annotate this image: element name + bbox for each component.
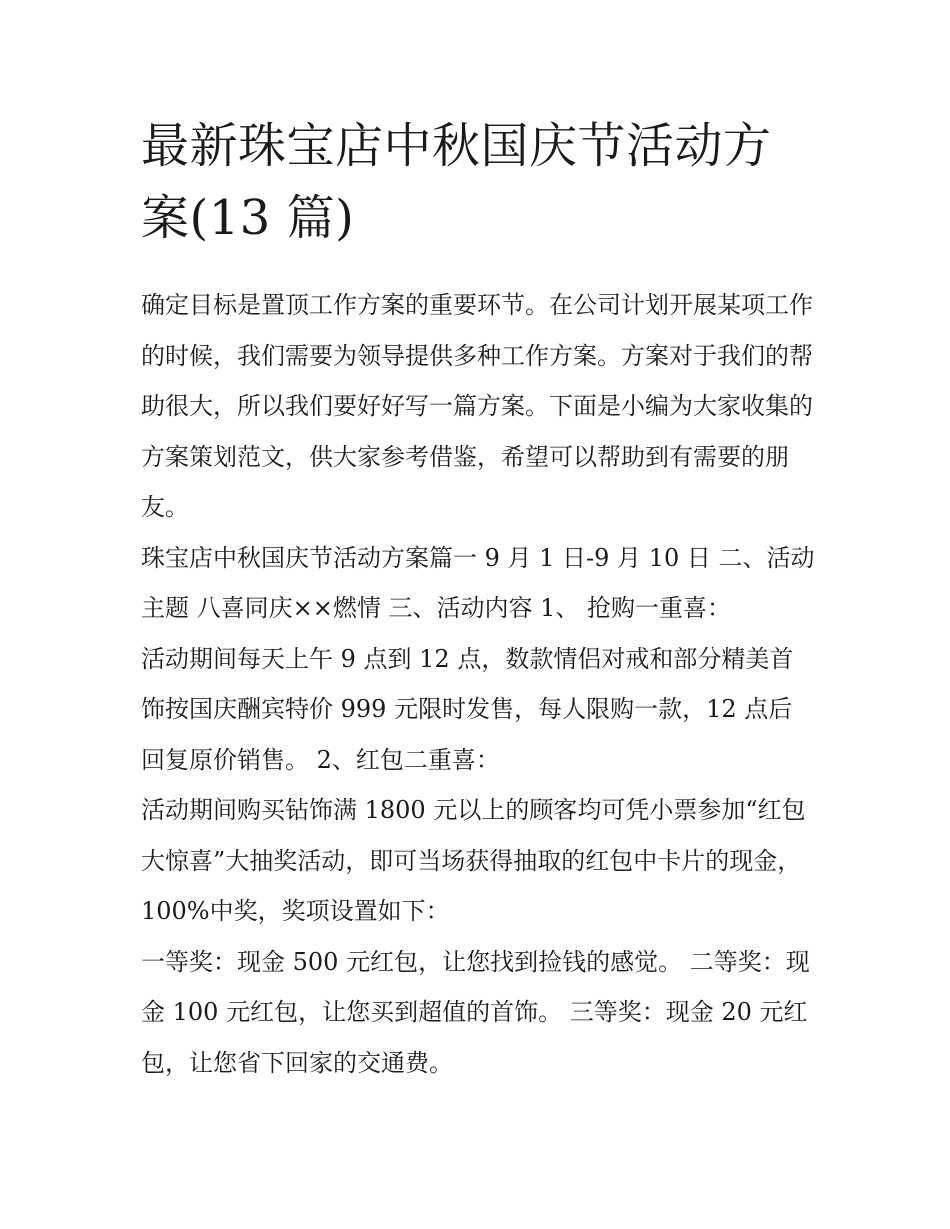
activity-time-theme-paragraph: 珠宝店中秋国庆节活动方案篇一 9 月 1 日-9 月 10 日 二、活动主题 八喜同庆××燃情 三、活动内容 1、 抢购一重喜：	[141, 543, 815, 622]
prize-list-paragraph: 一等奖：现金 500 元红包，让您找到捡钱的感觉。 二等奖：现金 100 元红包，让您买到超值的首饰。 三等奖：现金 20 元红包，让您省下回家的交通费。	[141, 947, 810, 1077]
document-title: 最新珠宝店中秋国庆节活动方案(13 篇)	[141, 118, 772, 246]
red-envelope-paragraph: 活动期间购买钻饰满 1800 元以上的顾客均可凭小票参加“红包大惊喜”大抽奖活动，即可当场获得抽取的红包中卡片的现金，100%中奖，奖项设置如下：	[141, 796, 806, 925]
intro-paragraph: 确定目标是置顶工作方案的重要环节。在公司计划开展某项工作的时候，我们需要为领导提供多种工作方案。方案对于我们的帮助很大，所以我们要好好写一篇方案。下面是小编为大家收集的方案策划范文，供大家参考借鉴，希望可以帮助到有需要的朋友。	[141, 291, 813, 521]
flash-sale-paragraph: 活动期间每天上午 9 点到 12 点，数款情侣对戒和部分精美首饰按国庆酬宾特价 999 元限时发售，每人限购一款，12 点后回复原价销售。 2、红包二重喜：	[141, 644, 794, 774]
document-page	[141, 110, 816, 1088]
